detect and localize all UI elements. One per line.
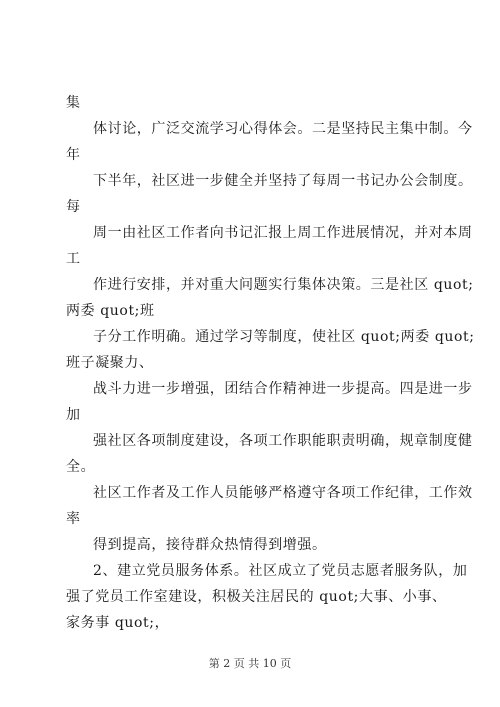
- text-line: 周一由社区工作者向书记汇报上周工作进展情况，并对本周: [93, 225, 473, 241]
- text-line: 班子凝聚力、: [66, 355, 154, 371]
- text-line: 每: [66, 199, 81, 215]
- text-line: 战斗力进一步增强，团结合作精神进一步提高。四是进一步: [93, 381, 473, 397]
- text-line: 体讨论，广泛交流学习心得体会。二是坚持民主集中制。今: [93, 121, 473, 137]
- text-line: 家务事 quot;，: [66, 615, 170, 631]
- text-line: 集: [66, 95, 81, 111]
- text-line: 强社区各项制度建设，各项工作职能职责明确，规章制度健: [93, 433, 473, 449]
- text-line: 工: [66, 251, 81, 267]
- text-line: 两委 quot;班: [66, 303, 155, 319]
- text-line: 下半年，社区进一步健全并坚持了每周一书记办公会制度。: [93, 173, 473, 189]
- text-line: 率: [66, 511, 81, 527]
- text-line: 社区工作者及工作人员能够严格遵守各项工作纪律，工作效: [93, 485, 473, 501]
- text-line: 子分工作明确。通过学习等制度，使社区 quot;两委 quot;: [93, 329, 475, 345]
- text-line: 2、建立党员服务体系。社区成立了党员志愿者服务队，加: [93, 563, 468, 579]
- text-line: 作进行安排，并对重大问题实行集体决策。三是社区 quot;: [93, 277, 474, 293]
- text-line: 年: [66, 147, 81, 163]
- text-line: 得到提高，接待群众热情得到增强。: [93, 537, 327, 553]
- text-line: 强了党员工作室建设，积极关注居民的 quot;大事、小事、: [66, 589, 447, 605]
- text-line: 加: [66, 407, 81, 423]
- text-line: 全。: [66, 459, 96, 475]
- page-footer: 第 2 页 共 10 页: [208, 657, 292, 670]
